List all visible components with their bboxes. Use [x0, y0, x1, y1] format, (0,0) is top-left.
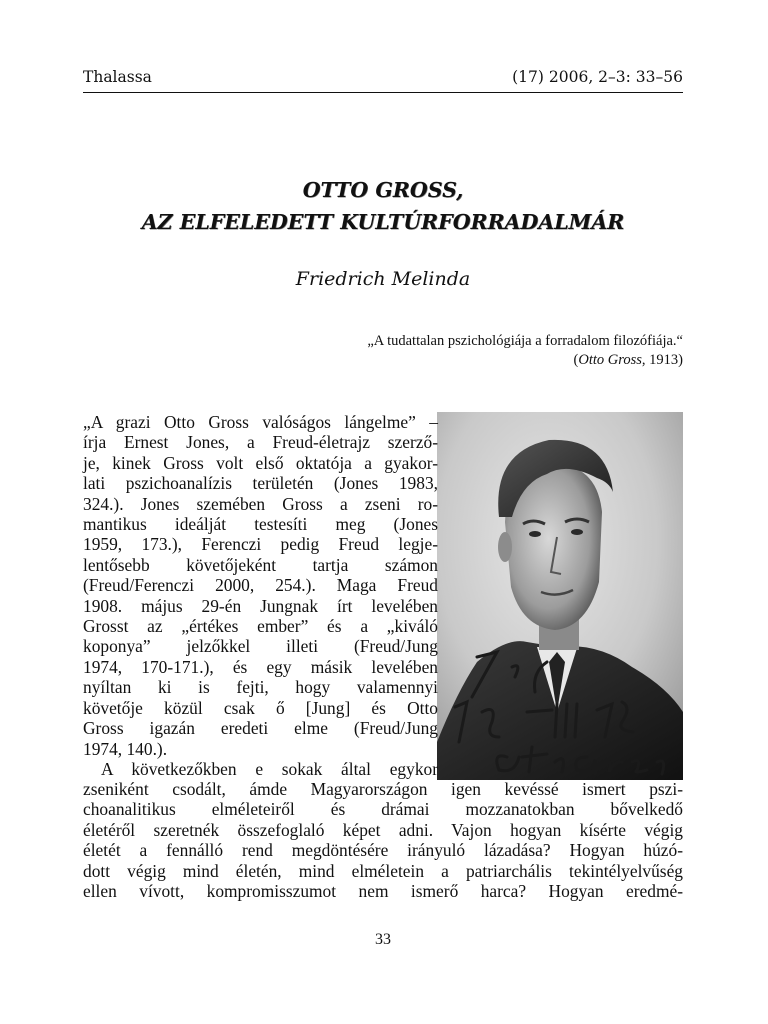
- epigraph: [300, 332, 683, 370]
- body-line: lentősebb követőjeként tartja számon: [83, 554, 438, 575]
- title-line-1: OTTO GROSS,: [302, 178, 464, 202]
- journal-name: Thalassa: [83, 68, 152, 86]
- body-line: koponya” jelzőkkel illeti (Freud/Jung: [83, 636, 438, 657]
- body-line-indent: A következőkben e sokak által egykor: [101, 758, 438, 779]
- body-paragraph-1: [83, 412, 438, 779]
- body-line: követője közül csak ő [Jung] és Otto: [83, 697, 438, 718]
- body-line: choanalitikus elméleteiről és drámai mozzanatokban bővelkedő: [83, 799, 683, 820]
- body-line: nyíltan ki is fejti, hogy valamennyi: [83, 677, 438, 698]
- epigraph-source-year: , 1913): [641, 352, 683, 368]
- body-line: életét a fennálló rend megdöntésére irányuló lázadása? Hogyan húzó-: [83, 840, 683, 861]
- article-title: [83, 174, 683, 238]
- body-line: 1959, 173.), Ferenczi pedig Freud legje-: [83, 534, 438, 555]
- body-line: „A grazi Otto Gross valóságos lángelme” –: [83, 412, 438, 432]
- epigraph-quote: „A tudattalan pszichológiája a forradalom filozófiája.“: [367, 333, 683, 349]
- page-number: 33: [375, 931, 391, 948]
- body-line: 1974, 170-171.), és egy másik levelében: [83, 656, 438, 677]
- running-header: [83, 66, 683, 93]
- body-line: mantikus ideálját testesíti meg (Jones: [83, 514, 438, 535]
- body-line: (Freud/Ferenczi 2000, 254.). Maga Freud: [83, 575, 438, 596]
- body-line: írja Ernest Jones, a Freud-életrajz szerző-: [83, 432, 438, 453]
- body-line: 1974, 140.).: [83, 738, 168, 759]
- epigraph-source-open: (: [573, 352, 579, 368]
- body-line: Grosst az „értékes ember” és a „kiváló: [83, 616, 438, 637]
- body-line: dott végig mind életén, mind elméletein a patriarchális tekintélyelvűség: [83, 860, 683, 881]
- body-line: zseniként csodált, ámde Magyarországon igen kevéssé ismert pszi-: [83, 779, 683, 799]
- issue-citation: (17) 2006, 2–3: 33–56: [512, 68, 683, 86]
- body-line: 324.). Jones szemében Gross a zseni ro-: [83, 493, 438, 514]
- body-line: lati pszichoanalízis területén (Jones 1983,: [83, 473, 438, 494]
- body-line: je, kinek Gross volt első oktatója a gyakor-: [83, 452, 438, 473]
- author-name: Friedrich Melinda: [295, 268, 471, 290]
- title-line-2: AZ ELFELEDETT KULTÚRFORRADALMÁR: [141, 210, 625, 234]
- body-paragraph-2: [83, 779, 683, 901]
- body-line: Gross igazán eredeti elme (Freud/Jung: [83, 718, 438, 739]
- body-line: 1908. május 29-én Jungnak írt levelében: [83, 595, 438, 616]
- body-line: ellen vívott, kompromisszumot nem ismerő harca? Hogyan eredmé-: [83, 881, 683, 902]
- epigraph-source: [300, 351, 683, 370]
- portrait-photo: [437, 412, 683, 780]
- epigraph-source-name: Otto Gross: [578, 352, 642, 368]
- body-line: életéről szeretnék összefoglaló képet adni. Vajon hogyan kísérte végig: [83, 819, 683, 840]
